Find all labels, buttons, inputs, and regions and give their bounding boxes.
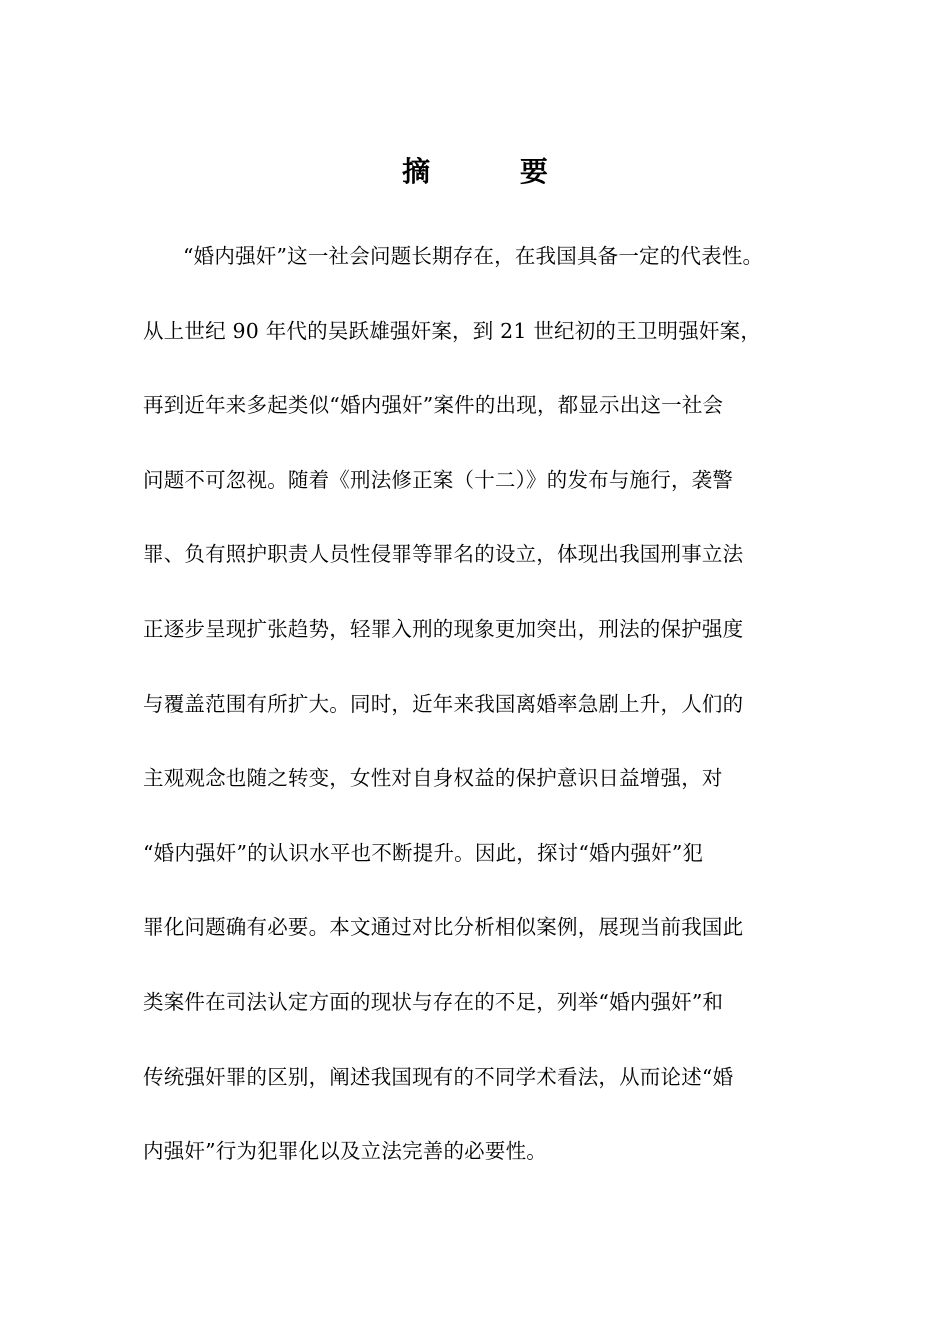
abstract-body	[143, 236, 823, 1206]
paragraph-line: 内强奸”行为犯罪化以及立法完善的必要性。	[143, 1139, 547, 1164]
paragraph-line: 正逐步呈现扩张趋势，轻罪入刑的现象更加突出，刑法的保护强度	[143, 616, 744, 641]
paragraph-line: “婚内强奸”的认识水平也不断提升。因此，探讨“婚内强奸”犯	[143, 840, 704, 865]
paragraph-line: 问题不可忽视。随着《刑法修正案（十二）》的发布与施行，袭警	[143, 467, 734, 492]
paragraph-line: “婚内强奸”这一社会问题长期存在，在我国具备一定的代表性。	[183, 244, 764, 268]
paragraph-line: 传统强奸罪的区别，阐述我国现有的不同学术看法，从而论述“婚	[143, 1064, 734, 1089]
abstract-title: 摘 要	[402, 155, 588, 188]
paragraph-line: 罪化问题确有必要。本文通过对比分析相似案例，展现当前我国此	[143, 915, 744, 940]
paragraph-line: 主观观念也随之转变，女性对自身权益的保护意识日益增强，对	[143, 766, 723, 791]
paragraph-line: 罪、负有照护职责人员性侵罪等罪名的设立，体现出我国刑事立法	[143, 542, 744, 567]
paragraph-line: 类案件在司法认定方面的现状与存在的不足，列举“婚内强奸”和	[143, 989, 724, 1014]
paragraph-line: 再到近年来多起类似“婚内强奸”案件的出现，都显示出这一社会	[143, 393, 724, 418]
paragraph-line: 从上世纪 90 年代的吴跃雄强奸案，到 21 世纪初的王卫明强奸案，	[143, 318, 762, 343]
paragraph-line: 与覆盖范围有所扩大。同时，近年来我国离婚率急剧上升，人们的	[143, 691, 744, 716]
